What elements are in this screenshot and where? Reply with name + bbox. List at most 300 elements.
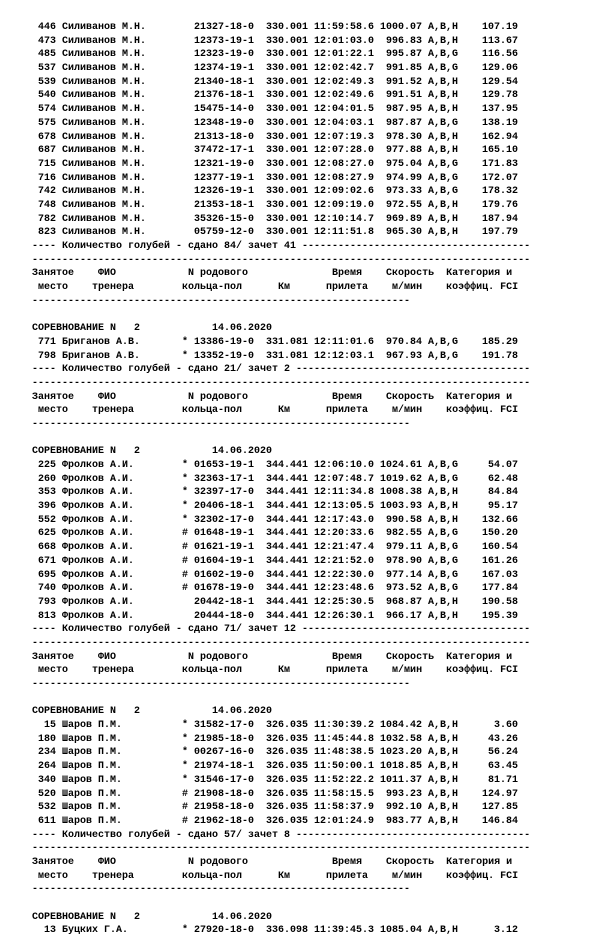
cell-speed: 970.84 [385, 336, 422, 348]
cell-mark: # [182, 569, 189, 581]
cell-ring: 01653-19-1 [194, 460, 255, 471]
result-row [32, 596, 592, 610]
result-row [32, 788, 592, 802]
cell-fci: 190.58 [481, 596, 518, 608]
cell-name: Силиванов М.Н. [62, 104, 147, 116]
cell-time: 12:17:43.0 [313, 514, 374, 526]
cell-place: 748 [37, 199, 56, 211]
competition-date: 14.06.2020 [212, 706, 273, 718]
cell-cat: A,B,H [428, 487, 459, 499]
separator: ----------------------------------------------------------------------------------- [32, 637, 531, 649]
cell-name: Шаров П.М. [62, 761, 123, 773]
header-text: место тренера кольца-пол Км прилета м/мин коэффиц. FCI [32, 665, 519, 677]
cell-place: 740 [37, 583, 56, 595]
cell-km: 336.098 [265, 925, 308, 937]
cell-mark: * [182, 336, 189, 348]
result-row [32, 76, 592, 90]
cell-place: 716 [37, 172, 56, 184]
cell-speed: 973.52 [385, 583, 422, 595]
cell-cat: A,B,H [428, 514, 459, 526]
cell-place: 687 [37, 145, 56, 157]
cell-km: 330.001 [265, 22, 308, 33]
cell-mark: # [182, 802, 189, 814]
cell-ring: 01604-19-1 [194, 555, 255, 567]
separator-line [32, 254, 592, 268]
cell-km: 330.001 [265, 131, 308, 143]
cell-km: 344.441 [265, 473, 308, 485]
cell-place: 340 [37, 774, 56, 786]
cell-speed: 991.52 [385, 76, 422, 88]
result-row [32, 226, 592, 240]
cell-name: Фролков А.И. [62, 583, 135, 595]
table-header-line [32, 404, 592, 418]
cell-place: 668 [37, 542, 56, 554]
separator: --------------------------------------------------------------- [32, 418, 411, 430]
separator: --------------------------------------------------------------- [32, 884, 411, 896]
cell-km: 344.441 [265, 596, 308, 608]
cell-ring: 13352-19-0 [194, 350, 255, 362]
cell-time: 12:09:19.0 [313, 199, 374, 211]
cell-fci: 137.95 [481, 104, 518, 116]
cell-ring: 21313-18-0 [194, 131, 255, 143]
cell-cat: A,B,H [428, 733, 459, 745]
cell-ring: 00267-16-0 [194, 747, 255, 759]
cell-name: Силиванов М.Н. [62, 22, 147, 33]
cell-name: Силиванов М.Н. [62, 117, 147, 129]
cell-km: 344.441 [265, 569, 308, 581]
cell-ring: 21376-18-1 [194, 90, 255, 102]
summary-text: ---- Количество голубей - сдано 57/ зачет 8 --------------------------------------- [32, 829, 531, 841]
competition-date: 14.06.2020 [212, 911, 273, 923]
cell-fci: 179.76 [481, 199, 518, 211]
cell-name: Бриганов А.В. [62, 350, 141, 362]
cell-ring: 20406-18-1 [194, 501, 255, 513]
cell-km: 326.035 [265, 761, 308, 773]
cell-place: 798 [37, 350, 56, 362]
separator-line [32, 842, 592, 856]
cell-mark: * [182, 350, 189, 362]
cell-fci: 54.07 [487, 460, 518, 471]
cell-km: 326.035 [265, 774, 308, 786]
cell-name: Силиванов М.Н. [62, 90, 147, 102]
cell-cat: A,B,H [428, 788, 459, 800]
cell-fci: 129.78 [481, 90, 518, 102]
cell-km: 330.001 [265, 213, 308, 225]
cell-mark: * [182, 733, 189, 745]
cell-ring: 12326-19-1 [194, 186, 255, 198]
result-row [32, 459, 592, 473]
cell-km: 330.001 [265, 49, 308, 61]
cell-place: 539 [37, 76, 56, 88]
cell-speed: 1032.58 [379, 733, 422, 745]
summary-line [32, 240, 592, 254]
cell-place: 15 [43, 720, 56, 732]
cell-speed: 975.04 [385, 158, 422, 170]
cell-time: 12:01:22.1 [313, 49, 374, 61]
separator: ----------------------------------------------------------------------------------- [32, 843, 531, 855]
cell-ring: 21962-18-0 [194, 815, 255, 827]
cell-km: 344.441 [265, 583, 308, 595]
cell-km: 344.441 [265, 501, 308, 513]
result-row [32, 486, 592, 500]
cell-ring: 32302-17-0 [194, 514, 255, 526]
cell-speed: 978.90 [385, 555, 422, 567]
cell-mark: * [182, 487, 189, 499]
cell-fci: 127.85 [481, 802, 518, 814]
cell-ring: 12377-19-1 [194, 172, 255, 184]
cell-mark: # [182, 815, 189, 827]
cell-speed: 1003.93 [379, 501, 422, 513]
cell-time: 12:26:30.1 [313, 610, 374, 622]
cell-km: 331.081 [265, 350, 308, 362]
header-text: Занятое ФИО N родового Время Скорость Категория и [32, 391, 513, 403]
cell-time: 12:11:34.8 [313, 487, 374, 499]
cell-place: 264 [37, 761, 56, 773]
cell-km: 326.035 [265, 747, 308, 759]
cell-place: 671 [37, 555, 56, 567]
cell-km: 330.001 [265, 145, 308, 157]
cell-time: 12:20:33.6 [313, 528, 374, 540]
cell-ring: 12348-19-0 [194, 117, 255, 129]
summary-line [32, 623, 592, 637]
separator-line [32, 678, 592, 692]
cell-speed: 991.51 [385, 90, 422, 102]
cell-fci: 81.71 [487, 774, 518, 786]
cell-ring: 01602-19-0 [194, 569, 255, 581]
result-row [32, 541, 592, 555]
cell-km: 330.001 [265, 90, 308, 102]
cell-time: 12:07:28.0 [313, 145, 374, 157]
cell-time: 12:25:30.5 [313, 596, 374, 608]
cell-mark: * [182, 720, 189, 732]
result-row [32, 815, 592, 829]
cell-speed: 1011.37 [379, 774, 422, 786]
result-row [32, 774, 592, 788]
cell-ring: 21340-18-1 [194, 76, 255, 88]
result-row [32, 103, 592, 117]
cell-time: 12:04:01.5 [313, 104, 374, 116]
cell-ring: 13386-19-0 [194, 336, 255, 348]
cell-fci: 84.84 [487, 487, 518, 499]
cell-km: 330.001 [265, 158, 308, 170]
cell-km: 326.035 [265, 815, 308, 827]
cell-ring: 12321-19-0 [194, 158, 255, 170]
cell-speed: 983.77 [385, 815, 422, 827]
result-row [32, 924, 592, 938]
cell-cat: A,B,H [428, 213, 459, 225]
cell-time: 11:58:37.9 [313, 802, 374, 814]
cell-km: 326.035 [265, 733, 308, 745]
cell-mark: * [182, 747, 189, 759]
cell-speed: 965.30 [385, 227, 422, 239]
cell-name: Шаров П.М. [62, 815, 123, 827]
header-text: место тренера кольца-пол Км прилета м/мин коэффиц. FCI [32, 405, 519, 417]
separator: ----------------------------------------------------------------------------------- [32, 377, 531, 389]
cell-name: Фролков А.И. [62, 501, 135, 513]
cell-place: 813 [37, 610, 56, 622]
cell-fci: 187.94 [481, 213, 518, 225]
result-row [32, 199, 592, 213]
cell-ring: 21353-18-1 [194, 199, 255, 211]
competition-title-line [32, 445, 592, 459]
competition-title-line [32, 322, 592, 336]
cell-name: Фролков А.И. [62, 473, 135, 485]
cell-place: 540 [37, 90, 56, 102]
cell-cat: A,B,H [428, 199, 459, 211]
cell-name: Силиванов М.Н. [62, 35, 147, 47]
cell-name: Фролков А.И. [62, 610, 135, 622]
cell-cat: A,B,G [428, 583, 459, 595]
cell-time: 12:07:19.3 [313, 131, 374, 143]
cell-mark: * [182, 774, 189, 786]
cell-name: Силиванов М.Н. [62, 63, 147, 75]
blank-line [32, 432, 592, 446]
cell-ring: 01648-19-1 [194, 528, 255, 540]
cell-time: 11:45:44.8 [313, 733, 374, 745]
cell-name: Бриганов А.В. [62, 336, 141, 348]
summary-line [32, 829, 592, 843]
cell-ring: 05759-12-0 [194, 227, 255, 239]
cell-fci: 132.66 [481, 514, 518, 526]
cell-km: 330.001 [265, 172, 308, 184]
cell-place: 225 [37, 460, 56, 471]
cell-km: 344.441 [265, 610, 308, 622]
cell-cat: A,B,H [428, 802, 459, 814]
cell-speed: 1024.61 [379, 460, 422, 471]
separator: --------------------------------------------------------------- [32, 295, 411, 307]
cell-speed: 993.23 [385, 788, 422, 800]
cell-fci: 161.26 [481, 555, 518, 567]
cell-cat: A,B,H [428, 815, 459, 827]
cell-place: 625 [37, 528, 56, 540]
cell-place: 771 [37, 336, 56, 348]
blank-line [32, 308, 592, 322]
cell-cat: A,B,G [428, 117, 459, 129]
summary-text: ---- Количество голубей - сдано 21/ зачет 2 --------------------------------------- [32, 364, 531, 376]
table-header-line [32, 391, 592, 405]
cell-speed: 996.83 [385, 35, 422, 47]
cell-place: 234 [37, 747, 56, 759]
result-row [32, 185, 592, 199]
cell-time: 12:02:49.6 [313, 90, 374, 102]
cell-ring: 21908-18-0 [194, 788, 255, 800]
cell-time: 12:06:10.0 [313, 460, 374, 471]
result-row [32, 117, 592, 131]
table-header-line [32, 856, 592, 870]
result-row [32, 350, 592, 364]
cell-cat: A,B,G [428, 49, 459, 61]
cell-time: 12:02:49.3 [313, 76, 374, 88]
cell-speed: 969.89 [385, 213, 422, 225]
cell-ring: 31582-17-0 [194, 720, 255, 732]
cell-place: 823 [37, 227, 56, 239]
cell-name: Буцких Г.А. [62, 925, 129, 937]
cell-ring: 27920-18-0 [194, 925, 255, 937]
cell-cat: A,B,H [428, 22, 459, 33]
separator-line [32, 295, 592, 309]
cell-km: 331.081 [265, 336, 308, 348]
result-row [32, 801, 592, 815]
cell-speed: 973.33 [385, 186, 422, 198]
cell-cat: A,B,H [428, 35, 459, 47]
separator-line [32, 637, 592, 651]
result-row [32, 35, 592, 49]
result-row [32, 527, 592, 541]
table-header-line [32, 870, 592, 884]
cell-speed: 967.93 [385, 350, 422, 362]
table-header-line [32, 651, 592, 665]
cell-fci: 150.20 [481, 528, 518, 540]
result-row [32, 760, 592, 774]
result-row [32, 473, 592, 487]
cell-cat: A,B,H [428, 761, 459, 773]
cell-fci: 62.48 [487, 473, 518, 485]
cell-time: 11:52:22.2 [313, 774, 374, 786]
cell-name: Фролков А.И. [62, 514, 135, 526]
cell-name: Шаров П.М. [62, 774, 123, 786]
cell-km: 330.001 [265, 199, 308, 211]
cell-cat: A,B,H [428, 131, 459, 143]
cell-mark: # [182, 528, 189, 540]
result-row [32, 131, 592, 145]
cell-ring: 15475-14-0 [194, 104, 255, 116]
cell-cat: A,B,H [428, 610, 459, 622]
result-row [32, 336, 592, 350]
cell-time: 12:10:14.7 [313, 213, 374, 225]
table-header-line [32, 664, 592, 678]
cell-time: 12:21:52.0 [313, 555, 374, 567]
result-row [32, 89, 592, 103]
cell-name: Силиванов М.Н. [62, 199, 147, 211]
cell-mark: # [182, 583, 189, 595]
cell-mark: * [182, 925, 189, 937]
cell-speed: 972.55 [385, 199, 422, 211]
cell-time: 11:39:45.3 [313, 925, 374, 937]
cell-ring: 21985-18-0 [194, 733, 255, 745]
cell-ring: 32397-17-0 [194, 487, 255, 499]
cell-time: 12:01:03.0 [313, 35, 374, 47]
cell-ring: 12323-19-0 [194, 49, 255, 61]
cell-speed: 992.10 [385, 802, 422, 814]
cell-km: 344.441 [265, 542, 308, 554]
cell-place: 695 [37, 569, 56, 581]
cell-name: Силиванов М.Н. [62, 145, 147, 157]
cell-km: 344.441 [265, 528, 308, 540]
cell-km: 330.001 [265, 117, 308, 129]
cell-cat: A,B,G [428, 158, 459, 170]
results-document [32, 0, 592, 938]
cell-cat: A,B,H [428, 501, 459, 513]
cell-cat: A,B,H [428, 925, 459, 937]
cell-speed: 987.87 [385, 117, 422, 129]
cell-fci: 63.45 [487, 761, 518, 773]
cell-fci: 197.79 [481, 227, 518, 239]
cell-place: 260 [37, 473, 56, 485]
cell-time: 12:08:27.9 [313, 172, 374, 184]
cell-km: 326.035 [265, 802, 308, 814]
header-text: Занятое ФИО N родового Время Скорость Категория и [32, 856, 513, 868]
competition-title: СОРЕВНОВАНИЕ N 2 [32, 706, 141, 718]
blank-line [32, 897, 592, 911]
cell-name: Шаров П.М. [62, 747, 123, 759]
cell-time: 12:22:30.0 [313, 569, 374, 581]
cell-place: 575 [37, 117, 56, 129]
cell-speed: 991.85 [385, 63, 422, 75]
cell-time: 11:58:15.5 [313, 788, 374, 800]
header-text: Занятое ФИО N родового Время Скорость Категория и [32, 268, 513, 280]
cell-cat: A,B,H [428, 145, 459, 157]
cell-km: 326.035 [265, 720, 308, 732]
cell-place: 782 [37, 213, 56, 225]
cell-fci: 160.54 [481, 542, 518, 554]
cell-fci: 116.56 [481, 49, 518, 61]
cell-cat: A,B,H [428, 76, 459, 88]
cell-name: Шаров П.М. [62, 733, 123, 745]
separator-line [32, 883, 592, 897]
cell-ring: 20442-18-1 [194, 596, 255, 608]
cell-name: Фролков А.И. [62, 528, 135, 540]
cell-speed: 977.14 [385, 569, 422, 581]
header-text: место тренера кольца-пол Км прилета м/мин коэффиц. FCI [32, 282, 519, 294]
summary-text: ---- Количество голубей - сдано 84/ зачет 41 -------------------------------------- [32, 241, 531, 252]
cell-time: 12:08:27.0 [313, 158, 374, 170]
cell-ring: 32363-17-1 [194, 473, 255, 485]
result-row [32, 500, 592, 514]
cell-mark: * [182, 514, 189, 526]
cell-speed: 995.87 [385, 49, 422, 61]
result-row [32, 719, 592, 733]
cell-speed: 979.11 [385, 542, 422, 554]
cell-fci: 113.67 [481, 35, 518, 47]
cell-mark: * [182, 761, 189, 773]
cell-name: Фролков А.И. [62, 487, 135, 499]
table-header-line [32, 267, 592, 281]
result-row [32, 733, 592, 747]
cell-cat: A,B,H [428, 720, 459, 732]
cell-cat: A,B,G [428, 186, 459, 198]
cell-time: 11:48:38.5 [313, 747, 374, 759]
cell-place: 396 [37, 501, 56, 513]
cell-km: 330.001 [265, 186, 308, 198]
cell-cat: A,B,H [428, 596, 459, 608]
result-row [32, 144, 592, 158]
cell-cat: A,B,H [428, 747, 459, 759]
competition-date: 14.06.2020 [212, 446, 273, 458]
result-row [32, 213, 592, 227]
cell-time: 12:11:01.6 [313, 336, 374, 348]
cell-name: Силиванов М.Н. [62, 172, 147, 184]
cell-mark: # [182, 542, 189, 554]
cell-speed: 1084.42 [379, 720, 422, 732]
cell-mark: # [182, 788, 189, 800]
cell-ring: 37472-17-1 [194, 145, 255, 157]
cell-speed: 1000.07 [379, 22, 422, 33]
header-text: Занятое ФИО N родового Время Скорость Категория и [32, 651, 513, 663]
cell-place: 537 [37, 63, 56, 75]
cell-fci: 165.10 [481, 145, 518, 157]
cell-fci: 124.97 [481, 788, 518, 800]
cell-fci: 162.94 [481, 131, 518, 143]
cell-cat: A,B,G [428, 528, 459, 540]
cell-fci: 95.17 [487, 501, 518, 513]
cell-time: 12:02:42.7 [313, 63, 374, 75]
cell-fci: 177.84 [481, 583, 518, 595]
cell-speed: 1019.62 [379, 473, 422, 485]
competition-title: СОРЕВНОВАНИЕ N 2 [32, 911, 141, 923]
cell-cat: A,B,G [428, 555, 459, 567]
cell-place: 715 [37, 158, 56, 170]
cell-fci: 3.60 [493, 720, 518, 732]
